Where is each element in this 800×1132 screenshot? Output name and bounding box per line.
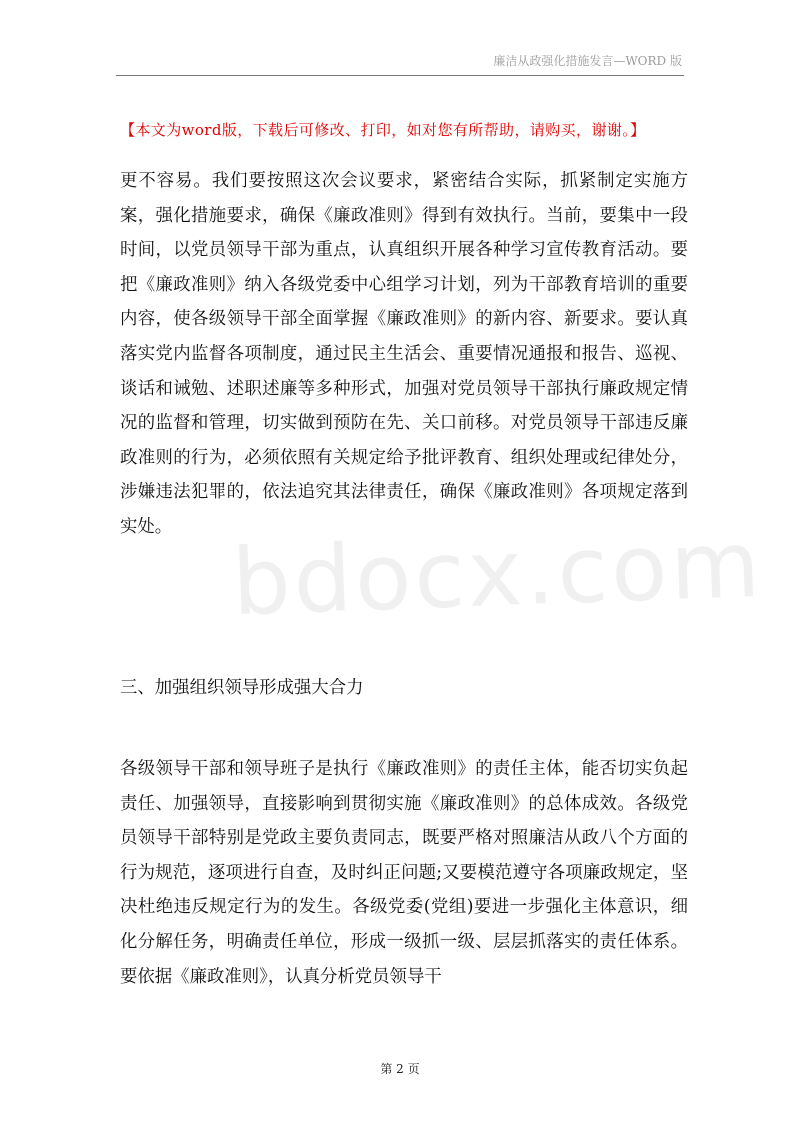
body-paragraph: 更不容易。我们要按照这次会议要求，紧密结合实际，抓紧制定实施方案，强化措施要求，确保《廉政准则》得到有效执行。当前，要集中一段时间，以党员领导干部为重点，认真组织开展各种学习宣传教育活动。要把《廉政准则》纳入各级党委中心组学习计划，列为干部教育培训的重要内容，使各级领导干部全面掌握《廉政准则》的新内容、新要求。要认真落实党内监督各项制度，通过民主生活会、重要情况通报和报告、巡视、谈话和诫勉、述职述廉等多种形式，加强对党员领导干部执行廉政规定情况的监督和管理，切实做到预防在先、关口前移。对党员领导干部违反廉政准则的行为，必须依照有关规定给予批评教育、组织处理或纪律处分，涉嫌违法犯罪的，依法追究其法律责任，确保《廉政准则》各项规定落到实处。 xyxy=(120,171,688,537)
page-number: 第 2 页 xyxy=(380,1062,420,1076)
section-heading: 三、加强组织领导形成强大合力 xyxy=(120,678,364,698)
purchase-notice: 【本文为word版，下载后可修改、打印，如对您有所帮助，请购买，谢谢。】 xyxy=(120,121,646,139)
watermark: bdocx.com xyxy=(230,510,765,637)
body-paragraph: 各级领导干部和领导班子是执行《廉政准则》的责任主体，能否切实负起责任、加强领导，直接影响到贯彻实施《廉政准则》的总体成效。各级党员领导干部特别是党政主要负责同志，既要严格对照廉洁从政八个方面的行为规范，逐项进行自查，及时纠正问题;又要模范遵守各项廉政规定，坚决杜绝违反规定行为的发生。各级党委(党组)要进一步强化主体意识，细化分解任务，明确责任单位，形成一级抓一级、层层抓落实的责任体系。要依据《廉政准则》，认真分析党员领导干 xyxy=(120,759,688,987)
header-divider xyxy=(116,75,684,76)
running-header: 廉洁从政强化措施发言—WORD 版 xyxy=(493,54,682,68)
